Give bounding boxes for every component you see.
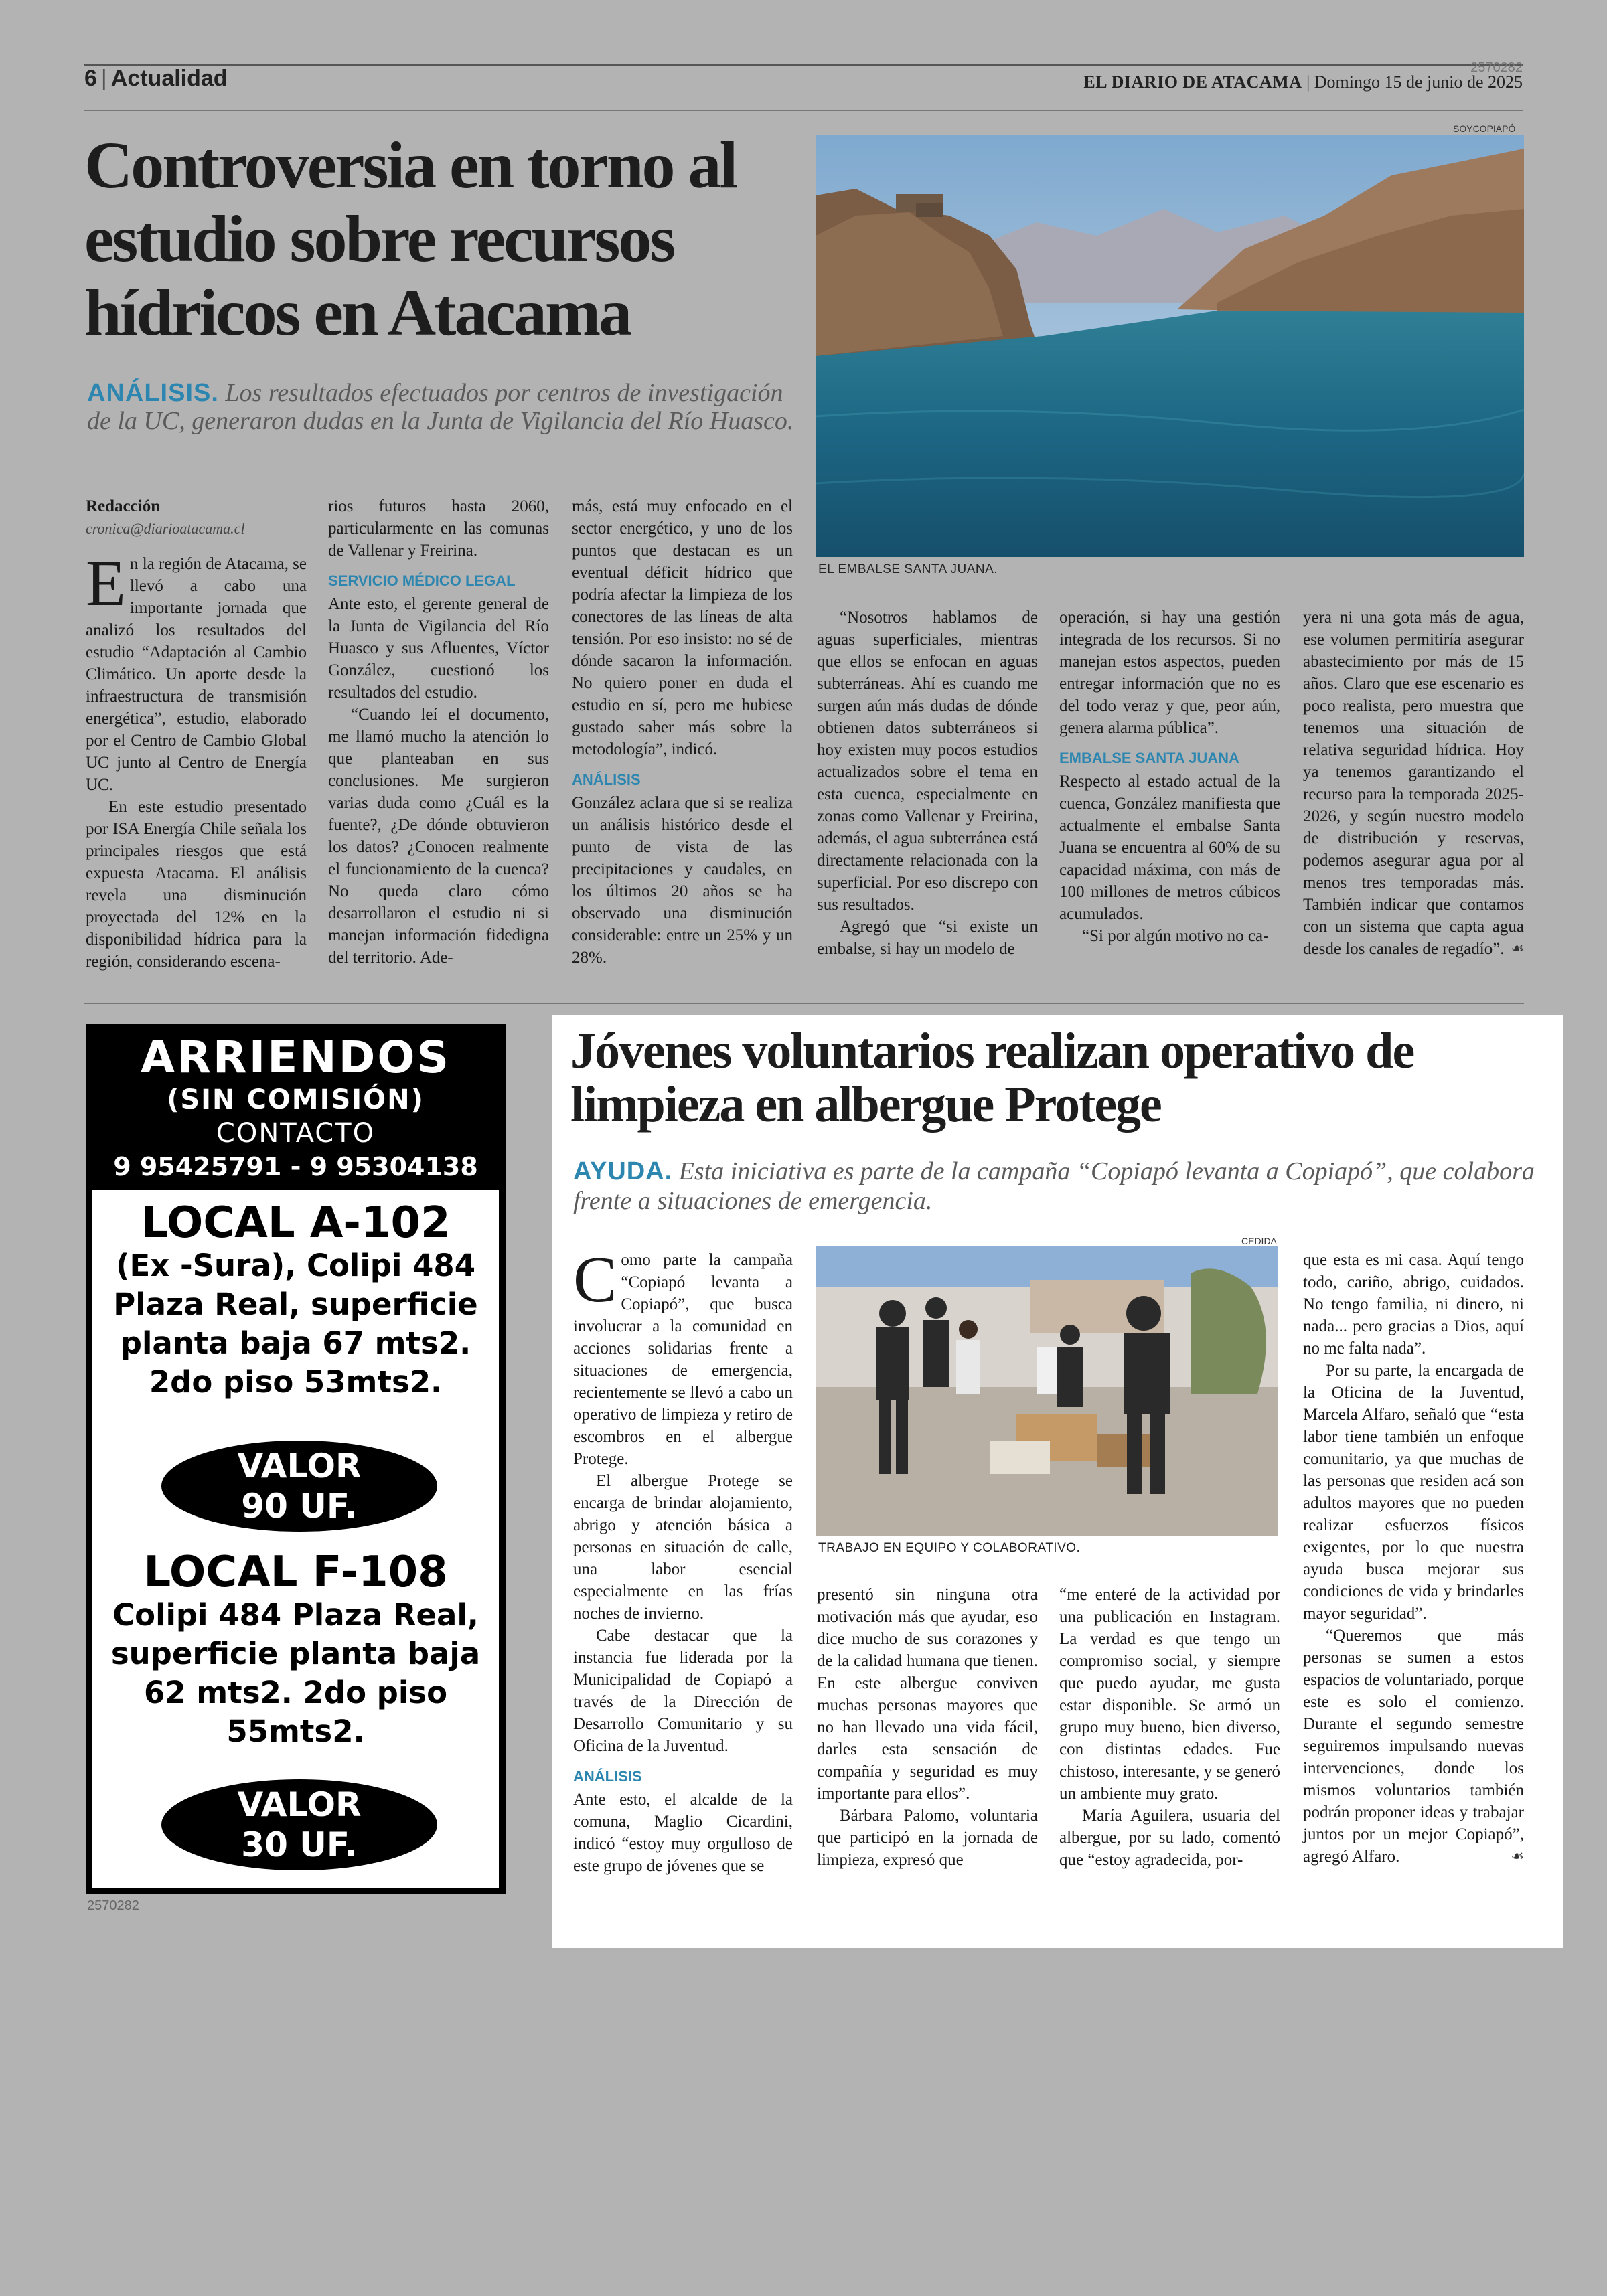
- price-badge-2: [161, 1779, 437, 1870]
- paragraph: Ante esto, el alcalde de la comuna, Maglio Cicardini, indicó “estoy muy orgulloso de este grupo de jóvenes que se: [573, 1791, 793, 1875]
- paragraph: más, está muy enfocado en el sector energético, y uno de los puntos que destacan es un eventual déficit hídrico que podría afectar la limpieza de los conectores de las líneas de alta tensión. Por eso insisto: no sé de dónde sacaron la información. No quiero poner en duda el estudio en sí, pero me hubiese gustado saber más sobre la metodología”, indicó.: [572, 497, 793, 758]
- page-code: 2570282: [1470, 60, 1523, 75]
- price-label: VALOR: [237, 1785, 362, 1824]
- article1-subtitle-text: Los resultados efectuados por centros de investigación de la UC, generaron dudas en la Junta de Vigilancia del Río Huasco.: [87, 379, 794, 435]
- paragraph: “Cuando leí el documento, me llamó mucho la atención lo que planteaban en sus conclusiones. Me surgieron varias duda como ¿Cuál es la fuente?, ¿De dónde obtuvieron los datos? ¿Conocen realmente el funcionamiento de la cuenca? No queda claro cómo desarrollaron el estudio ni si manejan información fidedigna del territorio. Ade-: [328, 706, 549, 967]
- byline: Redacción: [86, 497, 161, 515]
- local2-line: superficie planta baja: [110, 1636, 481, 1671]
- ad-phones: 9 95425791 - 9 95304138: [113, 1152, 478, 1181]
- end-mark-icon: ☙: [1511, 940, 1524, 957]
- article1-column-3: [572, 495, 793, 969]
- page-number: 6: [84, 66, 97, 91]
- rental-advertisement: [86, 1024, 506, 1894]
- ad-code: 2570282: [87, 1898, 139, 1913]
- drop-cap: E: [86, 548, 126, 620]
- paragraph: “me enteré de la actividad por una publicación en Instagram. La verdad es que tengo un compromiso social, y siempre que puedo ayudar, me gusta estar disponible. Se armó un grupo muy bueno, bien diverso, con distintas edades. Fue chistoso, interesante, y se generó un ambiente muy grato.: [1059, 1586, 1280, 1803]
- section-name: Actualidad: [110, 66, 228, 91]
- article2-headline: Jóvenes voluntarios realizan operativo de limpieza en albergue Protege: [570, 1023, 1414, 1133]
- subhead: SERVICIO MÉDICO LEGAL: [328, 572, 516, 589]
- paragraph: “Si por algún motivo no ca-: [1082, 927, 1269, 945]
- ad-listings: [92, 1190, 499, 1888]
- paragraph: Agregó que “si existe un embalse, si hay un modelo de: [817, 918, 1038, 958]
- local2-line: 62 mts2. 2do piso: [144, 1675, 447, 1710]
- article2-column-1: [573, 1244, 793, 1877]
- header-bottom-rule: [84, 110, 1523, 111]
- paragraph: yera ni una gota más de agua, ese volumen permitiría asegurar abastecimiento por más de 15 años. Claro que ese escenario es poco realista, pero muestra que tenemos una situación de relativa seguridad hídrica. Hoy ya tenemos garantizando el recurso para la temporada 2025-2026, y según nuestro modelo de distribución y reservas, podemos asegurar agua por al menos tres temporadas más. También indicar que contamos con un sistema que capta agua desde los canales de regadío”.: [1303, 608, 1524, 958]
- paragraph: Cabe destacar que la instancia fue liderada por la Municipalidad de Copiapó a través de la Dirección de Desarrollo Comunitario y su Oficina de la Juventud.: [573, 1627, 793, 1755]
- article2-column-3: [1059, 1584, 1280, 1871]
- article1-kicker: ANÁLISIS.: [87, 379, 219, 407]
- local1-line: (Ex -Sura), Colipi 484: [115, 1248, 476, 1283]
- article2-column-4: [1303, 1249, 1524, 1868]
- subhead: ANÁLISIS: [573, 1768, 642, 1785]
- header-paper: EL DIARIO DE ATACAMA | Domingo 15 de junio de 2025: [1083, 72, 1523, 92]
- end-mark-icon: ☙: [1511, 1848, 1524, 1865]
- paragraph: El albergue Protege se encarga de brindar alojamiento, abrigo y atención básica a personas en situación de calle, una labor esencial especialmente en las frías noches de invierno.: [573, 1472, 793, 1623]
- article1-headline: Controversia en torno al estudio sobre recursos hídricos en Atacama: [84, 128, 737, 349]
- volunteers-photo: [816, 1246, 1278, 1536]
- article1-column-5: [1059, 606, 1280, 947]
- local1-line: 2do piso 53mts2.: [149, 1364, 443, 1400]
- article1-photo-caption: EL EMBALSE SANTA JUANA.: [818, 562, 998, 576]
- paragraph: González aclara que si se realiza un análisis histórico desde el punto de vista de las precipitaciones y caudales, en los últimos 20 años se ha observado una disminución considerable: entre un 25% y un 28%.: [572, 794, 793, 967]
- paragraph: omo parte la campaña “Copiapó levanta a Copiapó”, que busca involucrar a la comunidad en acciones solidarias frente a situaciones de emergencia, recientemente se llevó a cabo un operativo de limpieza y retiro de escombros en el albergue Protege.: [573, 1251, 793, 1468]
- local2-line: Colipi 484 Plaza Real,: [112, 1597, 479, 1633]
- local2-title: LOCAL F-108: [143, 1548, 448, 1597]
- paragraph: Ante esto, el gerente general de la Junta de Vigilancia del Río Huasco y sus Afluentes, Víctor González, cuestionó los resultados del estudio.: [328, 595, 549, 702]
- author-email: cronica@diarioatacama.cl: [86, 520, 245, 537]
- reservoir-illustration: [816, 135, 1524, 557]
- subhead: ANÁLISIS: [572, 771, 641, 788]
- article2-photo-caption: TRABAJO EN EQUIPO Y COLABORATIVO.: [818, 1541, 1081, 1555]
- reservoir-photo: [816, 135, 1524, 557]
- paragraph: Por su parte, la encargada de la Oficina de la Juventud, Marcela Alfaro, señaló que “esta labor tiene también un enfoque comunitario, ya que muchas de las personas que residen acá son adultos mayores que no pueden realizar esfuerzos físicos exigentes, por lo que nuestra ayuda busca mejorar sus condiciones de vida y brindarles mayor seguridad”.: [1303, 1362, 1524, 1623]
- ad-contact-label: CONTACTO: [216, 1118, 376, 1149]
- section-divider: [84, 1003, 1524, 1004]
- volunteers-illustration: [816, 1246, 1278, 1536]
- header-section: 6 | Actualidad: [84, 66, 228, 91]
- article2-photo-credit: CEDIDA: [1241, 1236, 1277, 1246]
- paragraph: María Aguilera, usuaria del albergue, por su lado, comentó que “estoy agradecida, por-: [1059, 1807, 1280, 1869]
- article1-column-4: [817, 606, 1038, 960]
- ad-header: [88, 1027, 503, 1189]
- paragraph: operación, si hay una gestión integrada de los recursos. Si no manejan estos aspectos, pueden entregar información que no es del todo veraz y que, peor aún, genera alarma pública”.: [1059, 608, 1280, 737]
- local2-block: [92, 1549, 499, 1751]
- ad-title: ARRIENDOS: [140, 1032, 451, 1083]
- price-badge-1: [161, 1441, 437, 1532]
- article1-photo-credit: SOYCOPIAPÓ: [1453, 123, 1516, 134]
- paragraph: que esta es mi casa. Aquí tengo todo, cariño, abrigo, cuidados. No tengo familia, ni dinero, ni nada... pero gracias a Dios, aquí no me falta nada”.: [1303, 1251, 1524, 1358]
- price-label: VALOR: [237, 1447, 362, 1485]
- paragraph: Respecto al estado actual de la cuenca, González manifiesta que actualmente el embalse Santa Juana se encuentra al 60% de su capacidad máxima, con más de 100 millones de metros cúbicos acumulados.: [1059, 772, 1280, 923]
- article2-subtitle: [573, 1157, 1544, 1216]
- paragraph: rios futuros hasta 2060, particularmente en las comunas de Vallenar y Freirina.: [328, 497, 549, 560]
- paragraph: “Queremos que más personas se sumen a estos espacios de voluntariado, porque este es solo el comienzo. Durante el segundo semestre seguiremos impulsando nuevas intervenciones, donde los mismos voluntarios también podrán proponer ideas y trabajar juntos por un mejor Copiapó”, agregó Alfaro.: [1303, 1627, 1524, 1866]
- article2-kicker: AYUDA.: [573, 1157, 673, 1185]
- header-top-rule: [84, 64, 1523, 66]
- article1-column-1: [86, 495, 307, 973]
- paragraph: Bárbara Palomo, voluntaria que participó en la jornada de limpieza, expresó que: [817, 1807, 1038, 1869]
- price-value: 30 UF.: [241, 1825, 358, 1864]
- drop-cap: C: [573, 1244, 617, 1316]
- article2-subtitle-text: Esta iniciativa es parte de la campaña “Copiapó levanta a Copiapó”, que colabora frente a situaciones de emergencia.: [573, 1157, 1535, 1215]
- local1-title: LOCAL A-102: [141, 1198, 451, 1248]
- ad-subtitle: (SIN COMISIÓN): [167, 1084, 425, 1115]
- article1-column-2: [328, 495, 549, 969]
- paper-name: EL DIARIO DE ATACAMA: [1083, 72, 1302, 92]
- local1-line: planta baja 67 mts2.: [120, 1325, 471, 1361]
- paragraph: En este estudio presentado por ISA Energía Chile señala los principales riesgos que está expuesta Atacama. El análisis revela una disminución proyectada del 12% en la disponibilidad hídrica para la región, considerando escena-: [86, 798, 307, 971]
- paragraph: “Nosotros hablamos de aguas superficiales, mientras que ellos se enfocan en aguas subterráneas. Ahí es cuando me surgen aún más dudas de dónde obtienen datos subterráneos si hoy existen muy pocos estudios actualizados sobre el tema en esta cuenca, especialmente en zonas como Vallenar y Freirina, además, el agua subterránea está directamente relacionada con la superficial. Por eso discrepo con sus resultados.: [817, 608, 1038, 914]
- subhead: EMBALSE SANTA JUANA: [1059, 750, 1239, 766]
- local2-line: 55mts2.: [226, 1714, 365, 1749]
- article2-column-2: [817, 1584, 1038, 1871]
- price-value: 90 UF.: [241, 1487, 358, 1526]
- article1-subtitle: [87, 379, 810, 435]
- issue-date: Domingo 15 de junio de 2025: [1314, 72, 1523, 92]
- local1-line: Plaza Real, superficie: [113, 1287, 478, 1322]
- paragraph: presentó sin ninguna otra motivación más que ayudar, eso dice mucho de sus corazones y de la calidad humana que tienen. En este albergue conviven muchas personas mayores que no han llevado una vida fácil, darles esta sensación de compañía y seguridad es muy importante para ellos”.: [817, 1586, 1038, 1803]
- paragraph: n la región de Atacama, se llevó a cabo una importante jornada que analizó los resultados del estudio “Adaptación al Cambio Climático. Un aporte desde la infraestructura de transmisión energética”, estudio, elaborado por el Centro de Cambio Global UC junto al Centro de Energía UC.: [86, 555, 307, 794]
- article1-column-6: [1303, 606, 1524, 960]
